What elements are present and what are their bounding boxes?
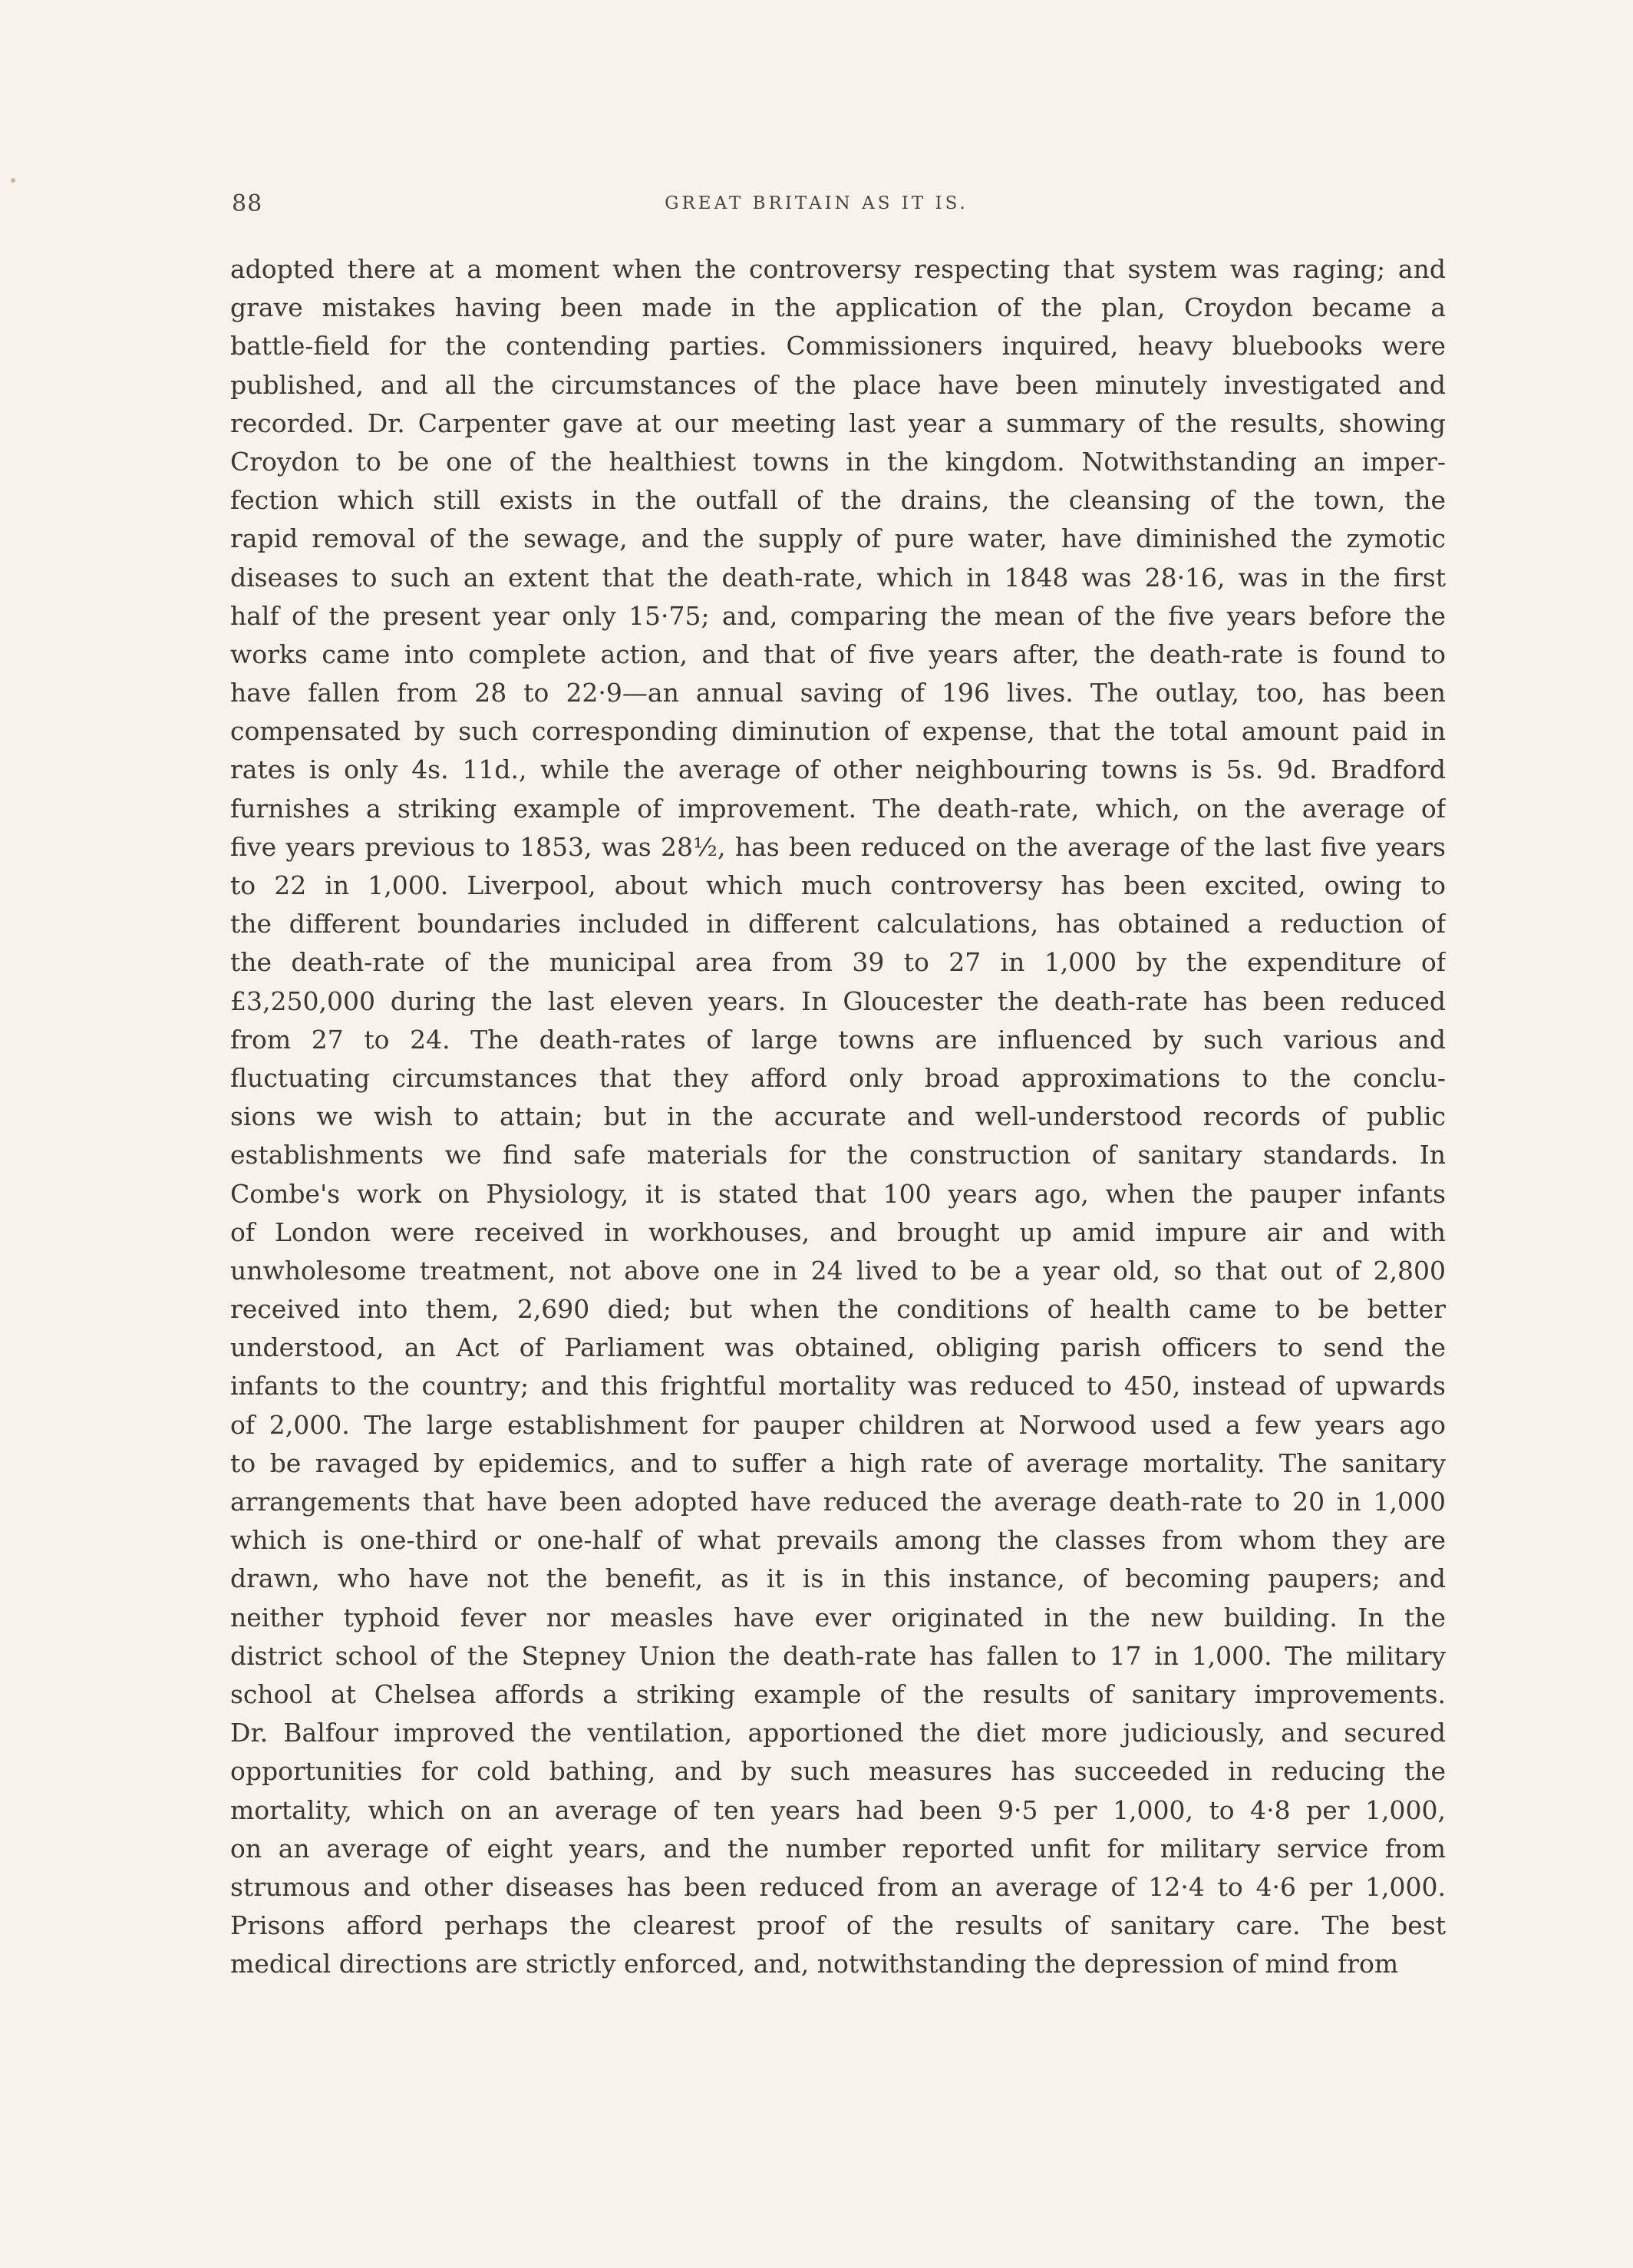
text-line: works came into complete action, and that of five years after, the death-rate is found to: [230, 639, 1446, 669]
text-line: half of the present year only 15·75; and, comparing the mean of the five years before the: [230, 600, 1446, 631]
text-line: Dr. Balfour improved the ventilation, apportioned the diet more judiciously, and secured: [230, 1718, 1446, 1748]
text-line: neither typhoid fever nor measles have ever originated in the new building. In the: [230, 1602, 1446, 1632]
text-line: arrangements that have been adopted have reduced the average death-rate to 20 in 1,000: [230, 1487, 1446, 1517]
text-line: to 22 in 1,000. Liverpool, about which much controversy has been excited, owing to: [230, 870, 1446, 900]
text-line: received into them, 2,690 died; but when the conditions of health came to be better: [230, 1294, 1446, 1325]
paper-blemish: [11, 178, 15, 183]
text-line: grave mistakes having been made in the application of the plan, Croydon became a: [230, 292, 1446, 323]
text-line: have fallen from 28 to 22·9—an annual saving of 196 lives. The outlay, too, has been: [230, 678, 1446, 708]
text-line: Croydon to be one of the healthiest towns in the kingdom. Notwithstanding an imper-: [230, 446, 1446, 477]
text-line: furnishes a striking example of improvement. The death-rate, which, on the average of: [230, 793, 1446, 824]
text-line: which is one-third or one-half of what prevails among the classes from whom they are: [230, 1525, 1446, 1556]
text-line: £3,250,000 during the last eleven years. In Gloucester the death-rate has been reduced: [230, 985, 1446, 1016]
text-line: the different boundaries included in different calculations, has obtained a reduction of: [230, 909, 1446, 939]
text-line: five years previous to 1853, was 28½, has been reduced on the average of the last five years: [230, 831, 1446, 862]
text-line: understood, an Act of Parliament was obtained, obliging parish officers to send the: [230, 1332, 1446, 1363]
text-line: mortality, which on an average of ten years had been 9·5 per 1,000, to 4·8 per 1,000,: [230, 1794, 1446, 1825]
text-line: Prisons afford perhaps the clearest proof of the results of sanitary care. The best: [230, 1910, 1446, 1941]
text-line: adopted there at a moment when the controversy respecting that system was raging; and: [230, 254, 1446, 284]
text-line: of 2,000. The large establishment for pauper children at Norwood used a few years ago: [230, 1409, 1446, 1440]
text-line: rates is only 4s. 11d., while the average of other neighbouring towns is 5s. 9d. Bradford: [230, 754, 1446, 785]
text-line: school at Chelsea affords a striking example of the results of sanitary improvements.: [230, 1679, 1446, 1709]
text-line: sions we wish to attain; but in the accurate and well-understood records of public: [230, 1101, 1446, 1132]
text-line: medical directions are strictly enforced, and, notwithstanding the depression of mind from: [230, 1949, 1399, 1979]
page-number: 88: [232, 190, 263, 217]
running-head: GREAT BRITAIN AS IT IS.: [665, 193, 968, 213]
text-line: rapid removal of the sewage, and the supply of pure water, have diminished the zymotic: [230, 523, 1446, 554]
text-line: on an average of eight years, and the number reported unfit for military service from: [230, 1833, 1446, 1864]
text-line: the death-rate of the municipal area from 39 to 27 in 1,000 by the expenditure of: [230, 947, 1446, 978]
text-line: strumous and other diseases has been reduced from an average of 12·4 to 4·6 per 1,000.: [230, 1871, 1446, 1902]
text-line: establishments we find safe materials for the construction of sanitary standards. In: [230, 1140, 1446, 1170]
text-line: unwholesome treatment, not above one in 24 lived to be a year old, so that out of 2,800: [230, 1255, 1446, 1286]
text-line: from 27 to 24. The death-rates of large towns are influenced by such various and: [230, 1024, 1446, 1055]
text-line: infants to the country; and this frightful mortality was reduced to 450, instead of upwards: [230, 1371, 1446, 1401]
text-line: of London were received in workhouses, and brought up amid impure air and with: [230, 1217, 1446, 1247]
text-line: fection which still exists in the outfall of the drains, the cleansing of the town, the: [230, 485, 1446, 516]
text-line: drawn, who have not the benefit, as it is in this instance, of becoming paupers; and: [230, 1563, 1446, 1594]
text-line: fluctuating circumstances that they afford only broad approximations to the conclu-: [230, 1062, 1446, 1093]
text-line: diseases to such an extent that the death-rate, which in 1848 was 28·16, was in the first: [230, 562, 1446, 593]
text-line: district school of the Stepney Union the death-rate has fallen to 17 in 1,000. The military: [230, 1640, 1446, 1671]
text-line: published, and all the circumstances of the place have been minutely investigated and: [230, 369, 1446, 400]
text-line: battle-field for the contending parties. Commissioners inquired, heavy bluebooks were: [230, 331, 1446, 361]
body-text: [230, 250, 1446, 1983]
text-line: to be ravaged by epidemics, and to suffer a high rate of average mortality. The sanitary: [230, 1448, 1446, 1478]
text-line: compensated by such corresponding diminution of expense, that the total amount paid in: [230, 716, 1446, 747]
text-line: recorded. Dr. Carpenter gave at our meeting last year a summary of the results, showing: [230, 408, 1446, 438]
text-line: Combe's work on Physiology, it is stated that 100 years ago, when the pauper infants: [230, 1178, 1446, 1209]
text-line: opportunities for cold bathing, and by such measures has succeeded in reducing the: [230, 1756, 1446, 1787]
